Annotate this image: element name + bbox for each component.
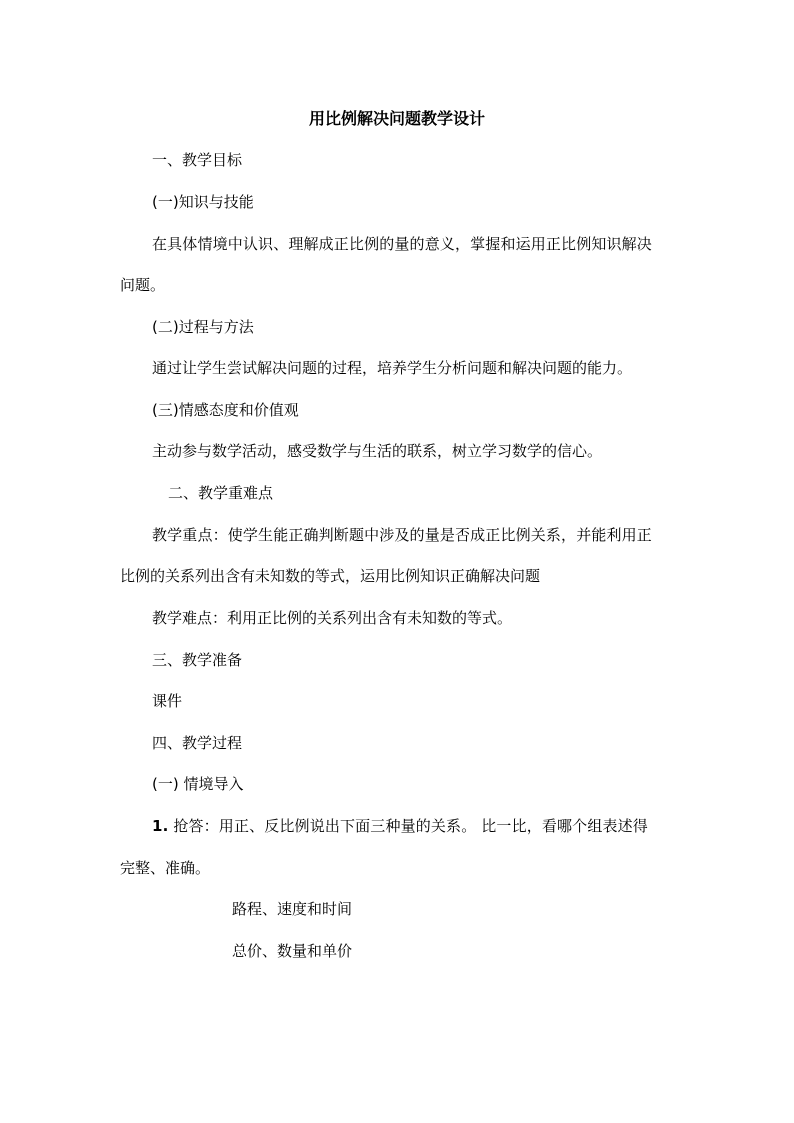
relation-distance-speed-time: 路程、速度和时间 — [232, 900, 353, 918]
paragraph-process: 通过让学生尝试解决问题的过程，培养学生分析问题和解决问题的能力。 — [152, 359, 633, 377]
list-item-1-line2: 完整、准确。 — [120, 859, 211, 877]
subheading-process-methods: (二)过程与方法 — [152, 318, 254, 336]
subheading-attitude-values: (三)情感态度和价值观 — [152, 401, 299, 419]
paragraph-key-point-line2: 比例的关系列出含有未知数的等式，运用比例知识正确解决问题 — [120, 567, 541, 585]
section-heading-objectives: 一、教学目标 — [152, 151, 243, 169]
list-item-number: 1. — [152, 817, 169, 835]
document-title: 用比例解决问题教学设计 — [308, 109, 485, 128]
paragraph-preparation: 课件 — [152, 692, 183, 710]
relation-total-quantity-price: 总价、数量和单价 — [232, 942, 353, 960]
paragraph-knowledge-line1: 在具体情境中认识、理解成正比例的量的意义，掌握和运用正比例知识解决 — [152, 235, 652, 253]
paragraph-attitude: 主动参与数学活动，感受数学与生活的联系，树立学习数学的信心。 — [152, 442, 603, 460]
paragraph-knowledge-line2: 问题。 — [120, 276, 166, 294]
section-heading-preparation: 三、教学准备 — [152, 651, 243, 669]
subheading-knowledge-skills: (一)知识与技能 — [152, 193, 254, 211]
section-heading-process: 四、教学过程 — [152, 734, 243, 752]
list-item-text: 抢答：用正、反比例说出下面三种量的关系。 比一比，看哪个组表述得 — [173, 817, 648, 835]
section-heading-key-points: 二、教学重难点 — [168, 484, 274, 502]
subheading-introduction: (一) 情境导入 — [152, 775, 244, 793]
list-item-1-line1 — [152, 816, 648, 836]
paragraph-difficulty: 教学难点：利用正比例的关系列出含有未知数的等式。 — [152, 609, 513, 627]
paragraph-key-point-line1: 教学重点：使学生能正确判断题中涉及的量是否成正比例关系，并能利用正 — [152, 526, 652, 544]
